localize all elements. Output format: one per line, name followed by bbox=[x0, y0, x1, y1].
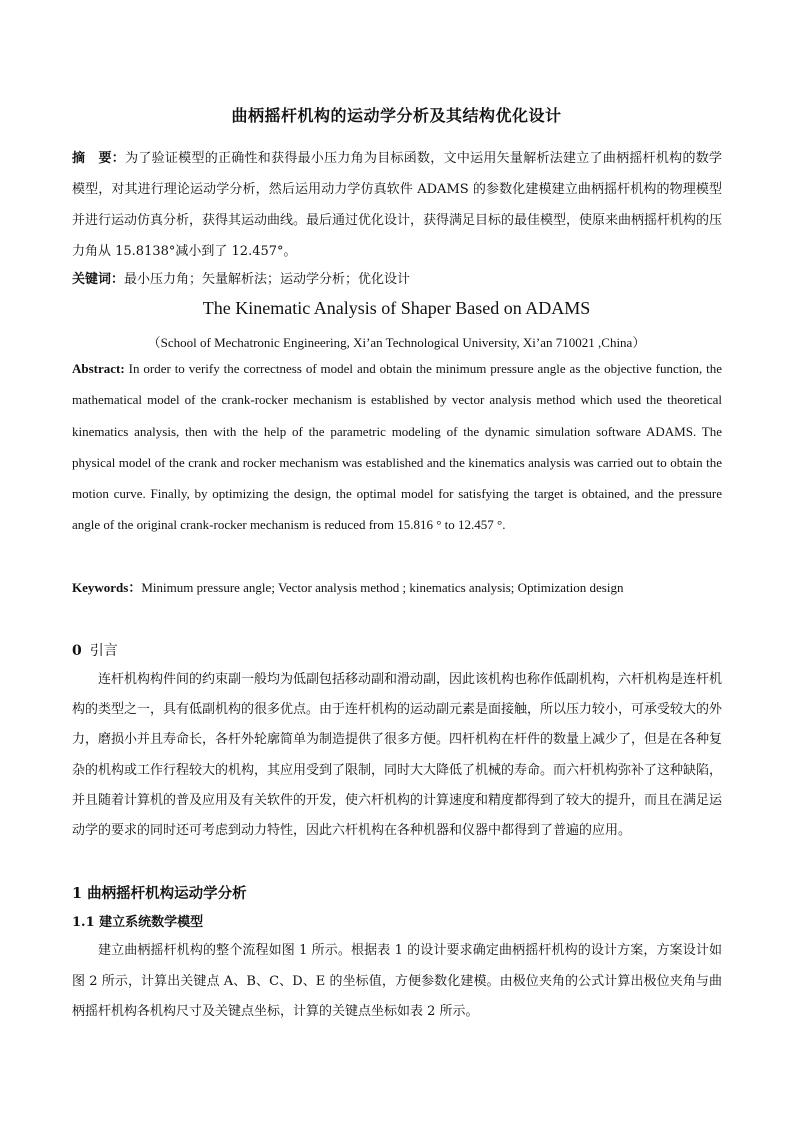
english-abstract-text: In order to verify the correctness of model and obtain the minimum pressure angle as the objective function, the mathematical model of the crank-rocker mechanism is established by vector analysis method which used the theoretical kinematics analysis, then with the help of the parametric modeling of the dynamic simulation software ADAMS. The physical model of the crank and rocker mechanism was established and the kinematics analysis was carried out to obtain the motion curve. Finally, by optimizing the design, the optimal model for satisfying the target is obtained, and the pressure angle of the original crank-rocker mechanism is reduced from 15.816 ° to 12.457 °. bbox=[72, 361, 722, 533]
english-keywords-text: Minimum pressure angle; Vector analysis method ; kinematics analysis; Optimization design bbox=[141, 580, 624, 595]
section-0-number: 0 bbox=[72, 643, 82, 659]
english-keywords-label: Keywords： bbox=[72, 580, 142, 595]
chinese-abstract bbox=[72, 143, 722, 267]
english-abstract bbox=[72, 353, 722, 541]
chinese-abstract-text: 为了验证模型的正确性和获得最小压力角为目标函数，文中运用矢量解析法建立了曲柄摇杆机构的数学模型，对其进行理论运动学分析，然后运用动力学仿真软件 ADAMS 的参数化建模建立曲柄摇杆机构的物理模型并进行运动仿真分析，获得其运动曲线。最后通过优化设计，获得满足目标的最佳模型，使原来曲柄摇杆机构的压力角从 15.8138°减小到了 12.457°。 bbox=[72, 151, 723, 259]
chinese-keywords-label: 关键词： bbox=[72, 272, 125, 287]
affiliation: （School of Mechatronic Engineering, Xi’an Technological University, Xi’an 710021 ,China） bbox=[147, 335, 646, 350]
section-0-paragraph: 连杆机构构件间的约束副一般均为低副包括移动副和滑动副，因此该机构也称作低副机构，六杆机构是连杆机构的类型之一，具有低副机构的很多优点。由于连杆机构的运动副元素是面接触，所以压力较小，可承受较大的外力，磨损小并且寿命长，各杆外轮廓简单为制造提供了很多方便。四杆机构在杆件的数量上减少了，但是在各种复杂的机构或工作行程较大的机构，其应用受到了限制，同时大大降低了机械的寿命。而六杆机构弥补了这种缺陷，并且随着计算机的普及应用及有关软件的开发，使六杆机构的计算速度和精度都得到了较大的提升，而且在满足运动学的要求的同时还可考虑到动力特性，因此六杆机构在各种机器和仪器中都得到了普遍的应用。 bbox=[72, 672, 723, 839]
english-abstract-label: Abstract: bbox=[72, 361, 125, 376]
chinese-title: 曲柄摇杆机构的运动学分析及其结构优化设计 bbox=[231, 106, 562, 125]
section-0-heading bbox=[72, 640, 118, 660]
english-title: The Kinematic Analysis of Shaper Based on ADAMS bbox=[202, 298, 591, 318]
english-keywords bbox=[72, 577, 722, 596]
chinese-keywords-text: 最小压力角；矢量解析法；运动学分析；优化设计 bbox=[124, 272, 411, 287]
chinese-abstract-label: 摘 要： bbox=[72, 151, 126, 166]
section-0-title: 引言 bbox=[89, 643, 118, 659]
subsection-1-1-heading: 1.1 建立系统数学模型 bbox=[72, 915, 204, 930]
section-1-heading: 1 曲柄摇杆机构运动学分析 bbox=[72, 885, 247, 902]
chinese-keywords bbox=[72, 268, 722, 287]
subsection-1-1-paragraph: 建立曲柄摇杆机构的整个流程如图 1 所示。根据表 1 的设计要求确定曲柄摇杆机构的设计方案，方案设计如图 2 所示，计算出关键点 A、B、C、D、E 的坐标值，方便参数化建模。由极位夹角的公式计算出极位夹角与曲柄摇杆机构各机构尺寸及关键点坐标，计算的关键点坐标如表 2 所示。 bbox=[72, 943, 722, 1019]
